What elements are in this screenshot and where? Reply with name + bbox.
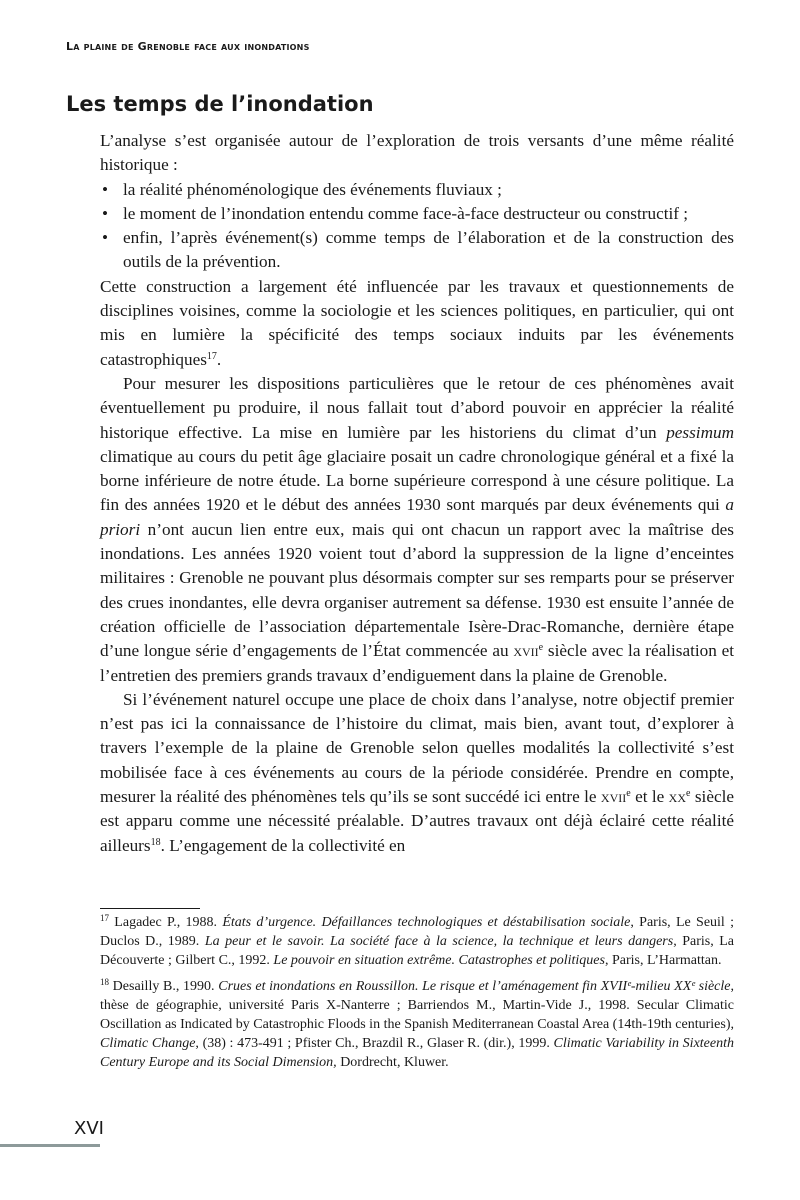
footnote-divider — [100, 908, 200, 909]
footnote-number: 17 — [100, 913, 109, 923]
footnote-title: Climatic Variability in Sixteenth Century Europe and its Social Dimension, — [100, 1036, 734, 1071]
bullet-icon: • — [102, 228, 109, 248]
century-suffix: e — [626, 788, 631, 800]
footnote-ref-17[interactable]: 17 — [206, 350, 217, 362]
century-numeral: xx — [668, 787, 687, 807]
list-item — [100, 202, 734, 226]
paragraph-text: n’ont aucun lien entre eux, mais qui ont chacun un rapport avec la maîtrise des inondations. Les années 1920 voient tout d’abord la suppression de la ligne d’enceintes militaires : Grenoble ne pouvant plus désormais compter sur ses remparts pour se préserver des crues inondantes, elle devra organiser autrement sa défense. 1930 est ensuite l’année de création officielle de l’association départementale Isère-Drac-Romanche, dernière étape d’une longue série d’engagements de l’État commencée au — [100, 519, 734, 661]
bullet-icon: • — [102, 179, 109, 199]
list-item-text: le moment de l’inondation entendu comme face-à-face destructeur ou constructif ; — [123, 203, 689, 223]
page-number-bar — [0, 1144, 100, 1147]
paragraph-text: climatique au cours du petit âge glaciaire posait un cadre chronologique général et a fixé la borne inférieure de notre étude. La borne supérieure correspond à une césure politique. La fin des années 1920 et le début des années 1930 sont marqués par deux événements qui — [100, 446, 734, 515]
footnote-text: , (38) : 473-491 ; Pfister Ch., Brazdil R., Glaser R. (dir.), 1999. — [195, 1036, 554, 1052]
list-item-text: enfin, l’après événement(s) comme temps de l’élaboration et de la construction des outils de la prévention. — [123, 228, 734, 272]
footnote-number: 18 — [100, 976, 109, 987]
footnote-text: Lagadec P., 1988. — [109, 915, 223, 930]
italic-term: pessimum — [666, 422, 734, 442]
footnotes — [100, 913, 734, 1079]
footnote-17 — [100, 913, 734, 971]
italic-term: a priori — [100, 495, 734, 539]
century-suffix: e — [686, 788, 691, 800]
paragraph-text: Si l’événement naturel occupe une place de choix dans l’analyse, notre objectif premier n’est pas ici la connaissance de l’histoire du climat, mais bien, avant tout, d’explorer à travers l’exemple de la plaine de Grenoble selon quelles modalités la collectivité s’est mobilisée face à ces événements au cours de la période considérée. Prendre en compte, mesurer la réalité des phénomènes tels qu’ils se sont succédé ici entre le — [100, 689, 734, 807]
footnote-ref-18[interactable]: 18 — [150, 836, 161, 848]
intro-paragraph: L’analyse s’est organisée autour de l’exploration de trois versants d’une même réalité historique : — [100, 131, 734, 175]
paragraph-text: Cette construction a largement été influencée par les travaux et questionnements de disciplines voisines, comme la sociologie et les sciences politiques, en particulier, qui ont mis en lumière la spécificité des temps sociaux induits par les événements catastrophiques — [100, 276, 734, 369]
century-numeral: xvii — [513, 641, 539, 661]
paragraph-text: siècle est apparu comme une nécessité préalable. D’autres travaux ont déjà éclairé cette réalité ailleurs — [100, 787, 734, 855]
footnote-text: , Paris, Le Seuil ; Duclos D., 1989. — [100, 915, 734, 950]
paragraph-2 — [100, 372, 734, 688]
running-head: La plaine de Grenoble face aux inondations — [66, 40, 310, 53]
century-numeral: xvii — [600, 787, 627, 807]
paragraph-text: Pour mesurer les dispositions particulières que le retour de ces phénomènes avait éventuellement pu produire, il nous fallait tout d’abord pouvoir en apprécier la réalité historique effective. La mise en lumière par les historiens du climat d’un — [100, 373, 734, 442]
paragraph-text: . — [216, 349, 222, 369]
paragraph-1 — [100, 275, 734, 372]
list-item — [100, 178, 734, 202]
body-text — [100, 129, 734, 858]
bullet-icon: • — [102, 203, 109, 223]
footnote-18 — [100, 977, 734, 1073]
list-item-text: la réalité phénoménologique des événements fluviaux ; — [123, 179, 502, 199]
footnote-title: Le pouvoir en situation extrême. Catastrophes et politiques — [273, 953, 605, 969]
section-title: Les temps de l’inondation — [66, 92, 374, 116]
footnote-title: La peur et le savoir. La société face à la science, la technique et leurs dangers — [204, 934, 674, 950]
page-number: XVI — [74, 1118, 104, 1139]
footnote-text: Dordrecht, Kluwer. — [336, 1055, 449, 1071]
footnote-title: États d’urgence. Défaillances technologiques et déstabilisation sociale — [222, 915, 631, 930]
paragraph-3 — [100, 688, 734, 858]
footnote-text: Desailly B., 1990. — [109, 978, 219, 994]
list-item — [100, 226, 734, 275]
century-suffix: e — [538, 642, 544, 654]
paragraph-text: . L’engagement de la collectivité en — [160, 835, 406, 855]
footnote-title: Climatic Change — [100, 1036, 196, 1052]
paragraph-text: et le — [630, 787, 669, 807]
footnote-title: Crues et inondations en Roussillon. Le risque et l’aménagement fin XVIIᵉ-milieu XXᵉ siècle — [218, 978, 731, 994]
bullet-list — [100, 178, 734, 275]
paragraph-text: siècle avec la réalisation et l’entretien des premiers grands travaux d’endiguement dans la plaine de Grenoble. — [100, 641, 735, 685]
footnote-text: , Paris, L’Harmattan. — [604, 953, 722, 969]
footnote-text: , Paris, La Découverte ; Gilbert C., 1992. — [100, 934, 734, 969]
footnote-text: , thèse de géographie, université Paris X-Nanterre ; Barriendos M., Martin-Vide J., 1998. Secular Climatic Oscillation as Indicated by Catastrophic Floods in the Spanish Mediterranean Coastal Area (14th-19th centuries), — [100, 978, 734, 1033]
